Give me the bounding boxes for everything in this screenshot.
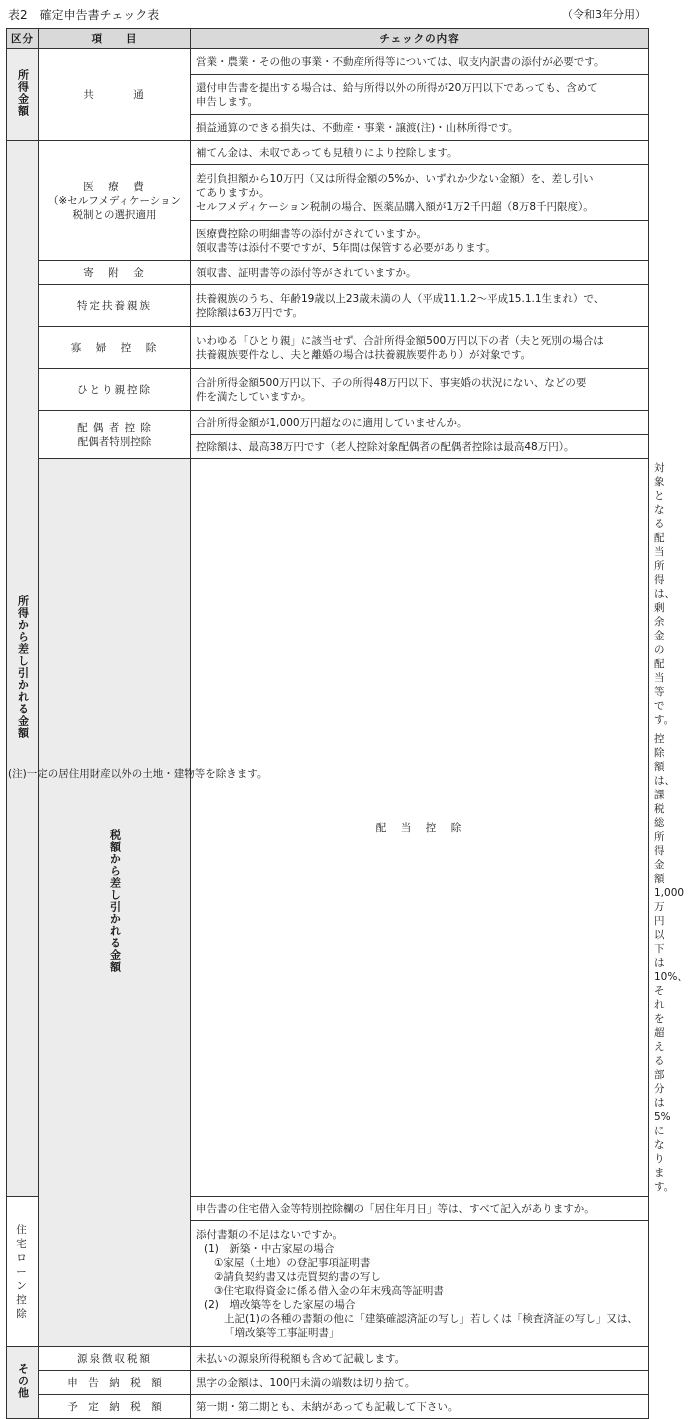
check-kyotsu-3: 損益通算のできる損失は、不動産・事業・譲渡(注)・山林所得です。 — [191, 115, 649, 141]
table-row: 控除額は、課税総所得金額1,000万円以下は10%、それを超える部分は5%になります。 — [654, 733, 688, 1193]
table-title: 表2 確定申告書チェック表 — [8, 8, 160, 22]
table-year: （令和3年分用） — [562, 8, 646, 21]
check-hitori-1: 合計所得金額500万円以下、子の所得48万円以下、事実婚の状況にない、などの要 件を満たしていますか。 — [191, 369, 649, 411]
item-kyotsu: 共 通 — [39, 49, 191, 141]
item-kifu: 寄 附 金 — [39, 261, 191, 285]
col-header-item: 項 目 — [39, 29, 191, 49]
table-row: 税額から差し引かれる金額 配 当 控 除 対象となる配当所得は、剰余金の配当等です。 — [7, 459, 649, 730]
item-yotei: 予 定 納 税 額 — [39, 1395, 191, 1419]
check-kifu-1: 領収書、証明書等の添付等がされていますか。 — [191, 261, 649, 285]
check-gensen-1: 未払いの源泉所得税額も含めて記載します。 — [191, 1347, 649, 1371]
check-shinkoku-1: 黒字の金額は、100円未満の端数は切り捨て。 — [191, 1371, 649, 1395]
header-row — [7, 29, 649, 49]
item-haigu: 配 偶 者 控 除 配偶者特別控除 — [39, 411, 191, 459]
check-kyotsu-2: 還付申告書を提出する場合は、給与所得以外の所得が20万円以下であっても、含めて 申告します。 — [191, 75, 649, 115]
table-row — [7, 1371, 649, 1395]
table-row — [7, 1395, 649, 1419]
table-row — [7, 49, 649, 75]
item-shinkoku: 申 告 納 税 額 — [39, 1371, 191, 1395]
table-row — [7, 411, 649, 435]
item-hitori: ひとり親控除 — [39, 369, 191, 411]
category-zeigaku: 税額から差し引かれる金額 — [39, 459, 191, 1347]
col-header-check: チェックの内容 — [191, 29, 649, 49]
item-kafu: 寡 婦 控 除 — [39, 327, 191, 369]
check-iryo-1: 補てん金は、未収であっても見積りにより控除します。 — [191, 141, 649, 165]
check-jutaku-1: 申告書の住宅借入金等特別控除欄の「居住年月日」等は、すべて記入がありますか。 — [191, 1197, 649, 1221]
item-iryo: 医 療 費 （※セルフメディケーション 税制との選択適用 — [39, 141, 191, 261]
check-jutaku-2: 添付書類の不足はないですか。 (1) 新築・中古家屋の場合 ①家屋（土地）の登記事項証明書 ②請負契約書又は売買契約書の写し ③住宅取得資金に係る借入金の年末残高等証明書 (2) 増改築等をした家屋の場合 上記(1)の各種の書類の他に「建築確認済証の写し」若しくは「検査済証の写し」又は、 「増改築等工事証明書」 — [191, 1221, 649, 1347]
table-row — [7, 141, 649, 165]
category-shotoku: 所得金額 — [7, 49, 39, 141]
item-haito: 配 当 控 除 — [191, 459, 649, 1197]
check-table — [6, 28, 688, 1419]
check-haigu-1: 合計所得金額が1,000万円超なのに適用していませんか。 — [191, 411, 649, 435]
item-tokutei: 特定扶養親族 — [39, 285, 191, 327]
table-row — [7, 369, 649, 411]
check-yotei-1: 第一期・第二期とも、未納があっても記載して下さい。 — [191, 1395, 649, 1419]
check-kafu-1: いわゆる「ひとり親」に該当せず、合計所得金額500万円以下の者（夫と死別の場合は 扶養親族要件なし、夫と離婚の場合は扶養親族要件あり）が対象です。 — [191, 327, 649, 369]
table-row — [7, 261, 649, 285]
check-haigu-2: 控除額は、最高38万円です（老人控除対象配偶者の配偶者控除は最高48万円）。 — [191, 435, 649, 459]
footnote: (注)一定の居住用財産以外の土地・建物等を除きます。 — [8, 768, 268, 780]
check-iryo-3: 医療費控除の明細書等の添付がされていますか。 領収書等は添付不要ですが、5年間は保管する必要があります。 — [191, 221, 649, 261]
check-kyotsu-1: 営業・農業・その他の事業・不動産所得等については、収支内訳書の添付が必要です。 — [191, 49, 649, 75]
item-gensen: 源泉徴収税額 — [39, 1347, 191, 1371]
category-kojo: 所得から差し引かれる金額 — [7, 141, 39, 1197]
table-row — [7, 285, 649, 327]
check-tokutei-1: 扶養親族のうち、年齢19歳以上23歳未満の人（平成11.1.2〜平成15.1.1生まれ）で、 控除額は63万円です。 — [191, 285, 649, 327]
check-iryo-2: 差引負担額から10万円（又は所得金額の5%か、いずれか少ない金額）を、差し引い てありますか。 セルフメディケーション税制の場合、医薬品購入額が1万2千円超（8万8千円限度）。 — [191, 165, 649, 221]
item-jutaku: 住宅ローン控除 — [7, 1197, 39, 1347]
col-header-category: 区分 — [7, 29, 39, 49]
table-row — [7, 327, 649, 369]
table-row — [7, 1347, 649, 1371]
category-sonota: その他 — [7, 1347, 39, 1419]
